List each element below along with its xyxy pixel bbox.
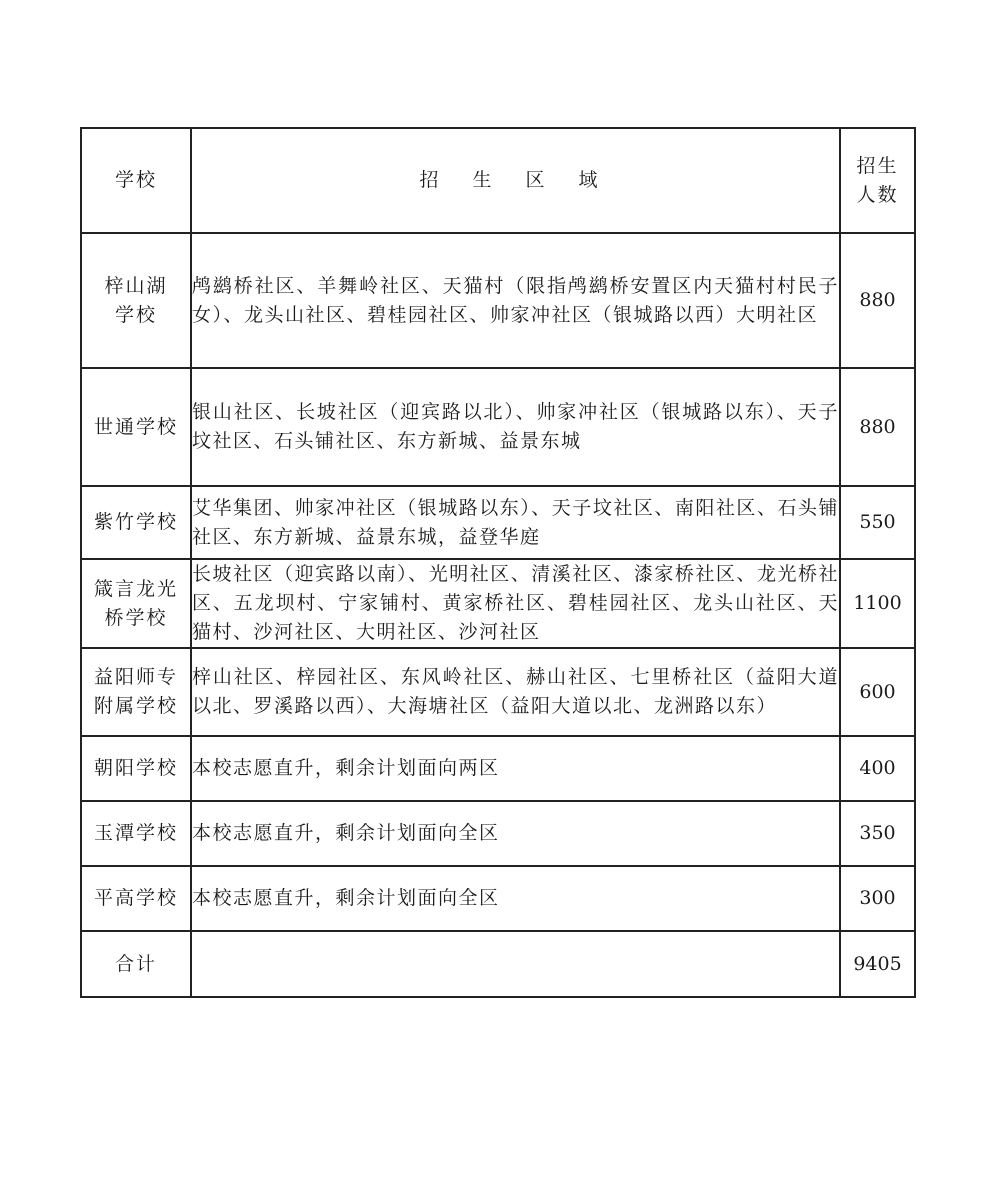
total-count: 9405 (840, 931, 915, 997)
school-name-line: 附属学校 (93, 695, 178, 717)
school-name-line: 益阳师专 (93, 666, 178, 688)
school-name (81, 736, 191, 801)
table-row (81, 486, 915, 559)
total-area (191, 931, 840, 997)
enrollment-count: 350 (840, 801, 915, 866)
header-count-line1: 招生 (856, 154, 899, 177)
enrollment-count: 1100 (840, 559, 915, 648)
header-school: 学校 (81, 128, 191, 233)
header-count (840, 128, 915, 233)
enrollment-area: 本校志愿直升，剩余计划面向全区 (191, 801, 840, 866)
school-name-line: 学校 (114, 303, 157, 326)
header-area: 招 生 区 域 (191, 128, 840, 233)
table-row (81, 736, 915, 801)
school-name (81, 486, 191, 559)
table-row (81, 559, 915, 648)
enrollment-area: 梓山社区、梓园社区、东风岭社区、赫山社区、七里桥社区（益阳大道以北、罗溪路以西）、大海塘社区（益阳大道以北、龙洲路以东） (191, 648, 840, 736)
school-name (81, 368, 191, 486)
enrollment-area: 鸬鹚桥社区、羊舞岭社区、天猫村（限指鸬鹚桥安置区内天猫村村民子女）、龙头山社区、碧桂园社区、帅家冲社区（银城路以西）大明社区 (191, 233, 840, 368)
table-row (81, 866, 915, 931)
total-label: 合计 (81, 931, 191, 997)
school-name (81, 559, 191, 648)
header-count-line2: 人数 (856, 183, 899, 206)
school-name-line: 世通学校 (93, 415, 178, 438)
enrollment-area: 艾华集团、帅家冲社区（银城路以东）、天子坟社区、南阳社区、石头铺社区、东方新城、益景东城，益登华庭 (191, 486, 840, 559)
enrollment-table (80, 127, 916, 998)
total-row (81, 931, 915, 997)
school-name-line: 梓山湖 (104, 274, 168, 297)
school-name (81, 233, 191, 368)
table-row (81, 368, 915, 486)
table-header-row (81, 128, 915, 233)
school-name-line: 紫竹学校 (93, 511, 178, 533)
school-name-line: 朝阳学校 (93, 757, 178, 779)
school-name-line: 桥学校 (104, 606, 168, 629)
school-name (81, 866, 191, 931)
enrollment-count: 600 (840, 648, 915, 736)
table-row (81, 233, 915, 368)
school-name (81, 801, 191, 866)
school-name-line: 玉潭学校 (93, 822, 178, 844)
enrollment-count: 880 (840, 368, 915, 486)
school-name (81, 648, 191, 736)
enrollment-area: 银山社区、长坡社区（迎宾路以北）、帅家冲社区（银城路以东）、天子坟社区、石头铺社区、东方新城、益景东城 (191, 368, 840, 486)
enrollment-count: 400 (840, 736, 915, 801)
enrollment-area: 长坡社区（迎宾路以南）、光明社区、清溪社区、漆家桥社区、龙光桥社区、五龙坝村、宁家铺村、黄家桥社区、碧桂园社区、龙头山社区、天猫村、沙河社区、大明社区、沙河社区 (191, 559, 840, 648)
school-name-line: 箴言龙光 (93, 577, 178, 600)
enrollment-count: 300 (840, 866, 915, 931)
table-row (81, 648, 915, 736)
school-name-line: 平高学校 (93, 887, 178, 909)
table-row (81, 801, 915, 866)
enrollment-count: 550 (840, 486, 915, 559)
enrollment-area: 本校志愿直升，剩余计划面向全区 (191, 866, 840, 931)
enrollment-area: 本校志愿直升，剩余计划面向两区 (191, 736, 840, 801)
enrollment-count: 880 (840, 233, 915, 368)
